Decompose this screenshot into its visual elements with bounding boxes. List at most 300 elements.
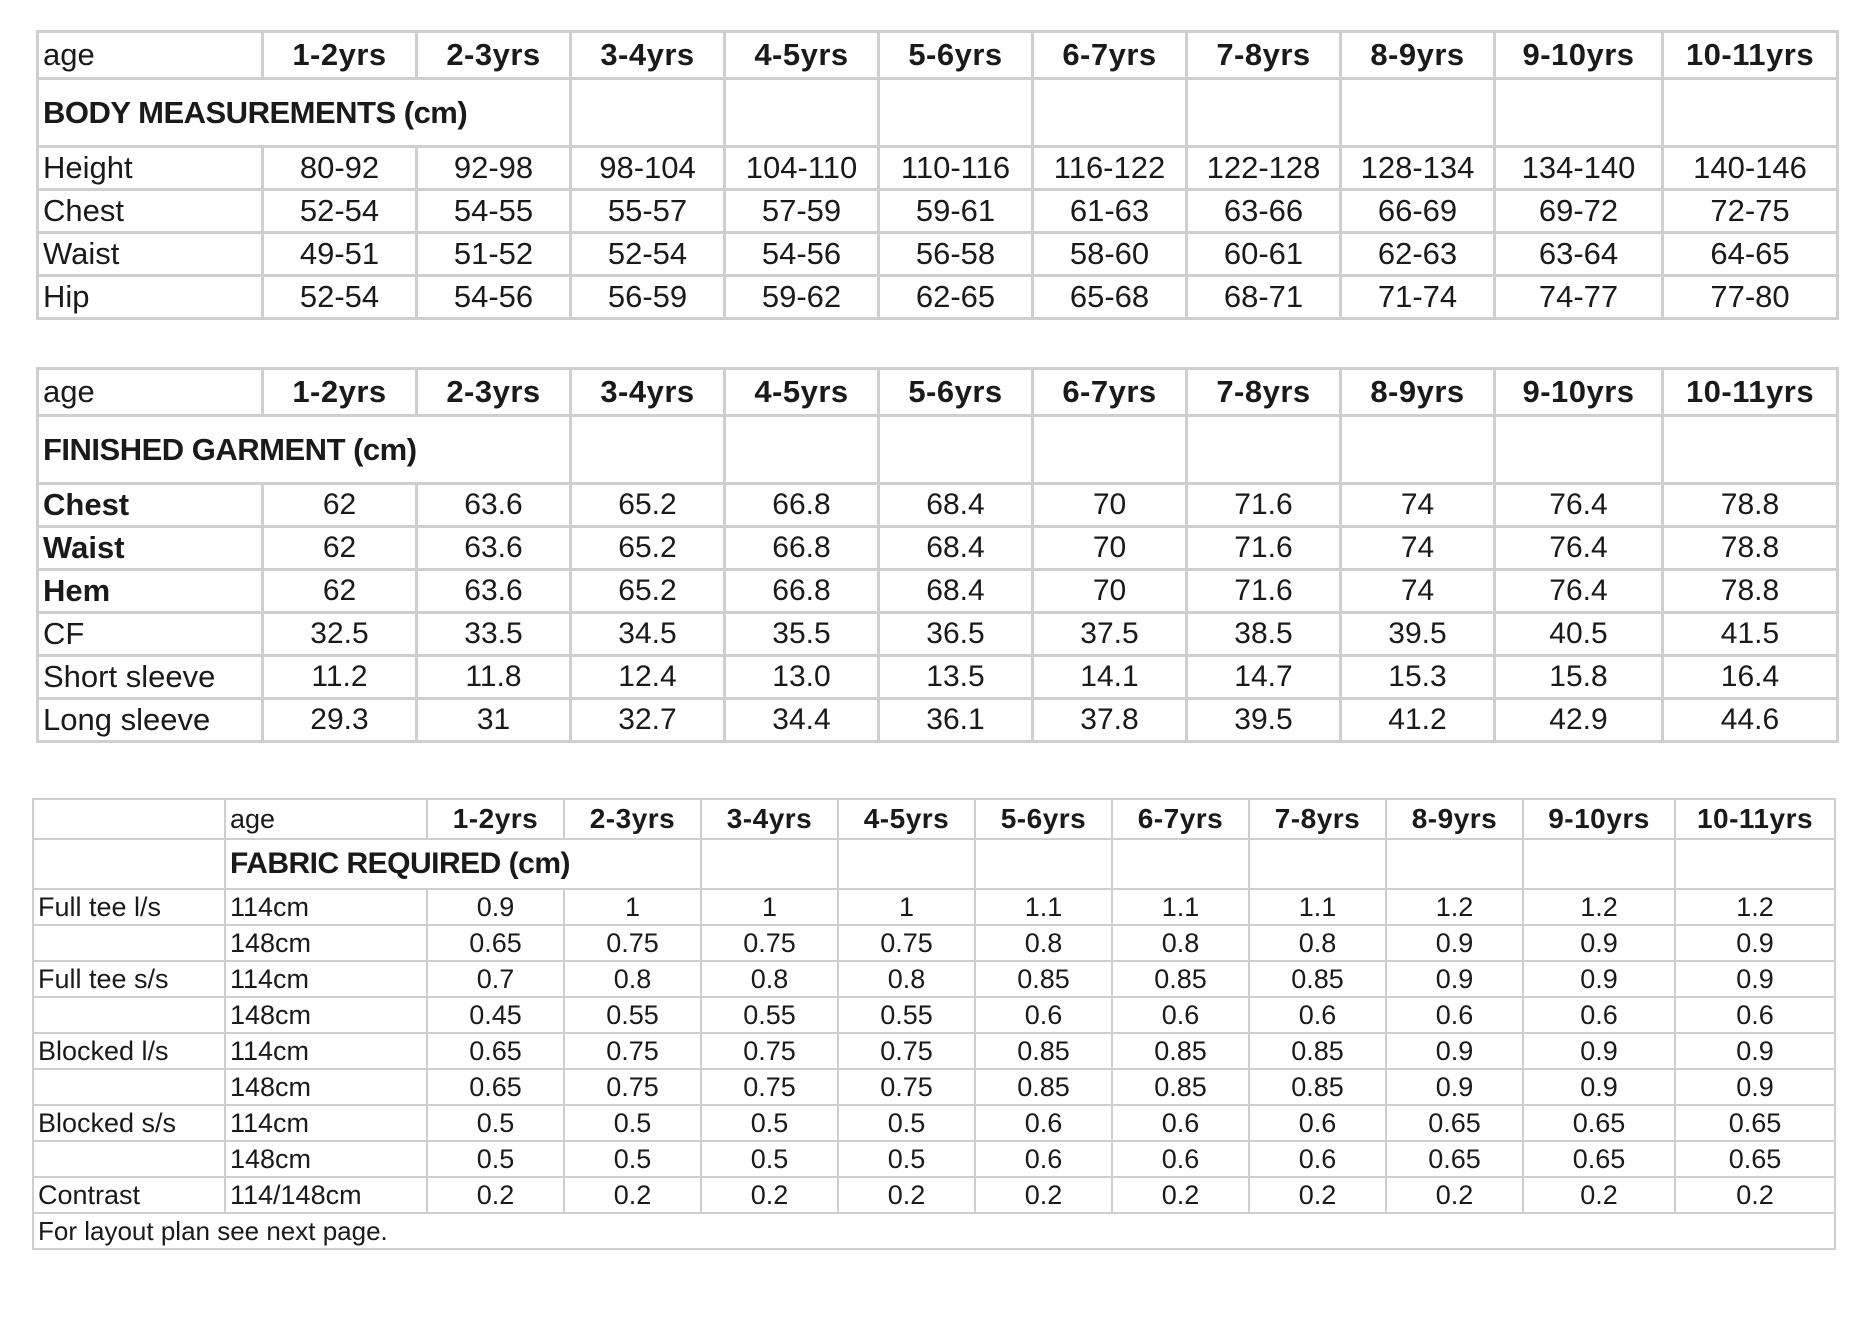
table-row bbox=[38, 656, 1838, 699]
table-cell: 70 bbox=[1033, 484, 1187, 527]
age-column-header: 7-8yrs bbox=[1187, 32, 1341, 79]
table-row bbox=[38, 190, 1838, 233]
table-cell: 0.9 bbox=[1523, 1069, 1675, 1105]
table-row bbox=[33, 1105, 1835, 1141]
age-label: age bbox=[225, 799, 427, 839]
table-cell: 0.65 bbox=[1523, 1105, 1675, 1141]
finished-garment-table bbox=[36, 367, 1839, 743]
table-cell: 0.2 bbox=[1386, 1177, 1523, 1213]
age-column-header: 2-3yrs bbox=[564, 799, 701, 839]
table-cell: 64-65 bbox=[1663, 233, 1838, 276]
row-label: Hem bbox=[38, 570, 263, 613]
table-cell: 34.5 bbox=[571, 613, 725, 656]
garment-label: Blocked s/s bbox=[33, 1105, 225, 1141]
age-header-row bbox=[38, 369, 1838, 416]
table-cell: 0.8 bbox=[1249, 925, 1386, 961]
table-cell: 0.75 bbox=[701, 1033, 838, 1069]
table-cell: 0.85 bbox=[1249, 1033, 1386, 1069]
table-cell: 0.65 bbox=[427, 1033, 564, 1069]
table-cell: 0.75 bbox=[564, 1033, 701, 1069]
table-cell: 0.9 bbox=[1523, 961, 1675, 997]
table-cell: 56-58 bbox=[879, 233, 1033, 276]
table-row bbox=[33, 1069, 1835, 1105]
table-cell: 0.65 bbox=[427, 925, 564, 961]
table-cell: 0.9 bbox=[1386, 1033, 1523, 1069]
table-cell: 0.6 bbox=[1112, 1141, 1249, 1177]
table-cell: 0.85 bbox=[1249, 961, 1386, 997]
table-cell: 74 bbox=[1341, 484, 1495, 527]
row-label: Long sleeve bbox=[38, 699, 263, 742]
table-row bbox=[38, 699, 1838, 742]
table-cell: 0.5 bbox=[838, 1141, 975, 1177]
row-label: Hip bbox=[38, 276, 263, 319]
table-cell: 32.5 bbox=[263, 613, 417, 656]
table-cell: 37.5 bbox=[1033, 613, 1187, 656]
table-cell: 128-134 bbox=[1341, 147, 1495, 190]
table-cell: 0.75 bbox=[564, 1069, 701, 1105]
table-row bbox=[33, 889, 1835, 925]
age-column-header: 7-8yrs bbox=[1187, 369, 1341, 416]
table-cell: 78.8 bbox=[1663, 484, 1838, 527]
row-label: Chest bbox=[38, 190, 263, 233]
table-cell: 0.6 bbox=[1249, 1105, 1386, 1141]
table-cell: 38.5 bbox=[1187, 613, 1341, 656]
table-cell: 71.6 bbox=[1187, 570, 1341, 613]
table-cell: 0.5 bbox=[701, 1105, 838, 1141]
age-column-header: 1-2yrs bbox=[427, 799, 564, 839]
table-cell: 12.4 bbox=[571, 656, 725, 699]
table-cell: 1.2 bbox=[1386, 889, 1523, 925]
garment-label: Blocked l/s bbox=[33, 1033, 225, 1069]
table-cell: 0.2 bbox=[1112, 1177, 1249, 1213]
age-column-header: 9-10yrs bbox=[1495, 369, 1663, 416]
table-cell: 0.2 bbox=[1523, 1177, 1675, 1213]
fabric-width: 114cm bbox=[225, 961, 427, 997]
table-row bbox=[33, 1177, 1835, 1213]
table-cell: 55-57 bbox=[571, 190, 725, 233]
table-cell: 0.85 bbox=[1112, 1033, 1249, 1069]
layout-note: For layout plan see next page. bbox=[33, 1213, 1835, 1249]
empty-cell bbox=[1386, 839, 1523, 889]
table-cell: 54-55 bbox=[417, 190, 571, 233]
age-column-header: 5-6yrs bbox=[879, 32, 1033, 79]
empty-cell bbox=[1341, 416, 1495, 484]
table-cell: 58-60 bbox=[1033, 233, 1187, 276]
table-cell: 72-75 bbox=[1663, 190, 1838, 233]
table-cell: 0.9 bbox=[1386, 1069, 1523, 1105]
age-column-header: 8-9yrs bbox=[1341, 369, 1495, 416]
empty-cell bbox=[879, 416, 1033, 484]
age-column-header: 4-5yrs bbox=[838, 799, 975, 839]
fabric-width: 114/148cm bbox=[225, 1177, 427, 1213]
age-column-header: 8-9yrs bbox=[1386, 799, 1523, 839]
table-cell: 1 bbox=[838, 889, 975, 925]
age-header-row bbox=[33, 799, 1835, 839]
empty-cell bbox=[701, 839, 838, 889]
empty-cell bbox=[33, 839, 225, 889]
fabric-width: 114cm bbox=[225, 1105, 427, 1141]
table-cell: 0.2 bbox=[564, 1177, 701, 1213]
age-column-header: 10-11yrs bbox=[1675, 799, 1835, 839]
table-cell: 0.65 bbox=[1675, 1105, 1835, 1141]
table-cell: 0.6 bbox=[1249, 997, 1386, 1033]
empty-cell bbox=[725, 416, 879, 484]
table-cell: 63-64 bbox=[1495, 233, 1663, 276]
table-cell: 1.2 bbox=[1523, 889, 1675, 925]
section-title-row bbox=[33, 839, 1835, 889]
table-cell: 0.75 bbox=[701, 925, 838, 961]
table-cell: 11.2 bbox=[263, 656, 417, 699]
table-cell: 71-74 bbox=[1341, 276, 1495, 319]
table-cell: 0.5 bbox=[701, 1141, 838, 1177]
section-title-row bbox=[38, 416, 1838, 484]
row-label: CF bbox=[38, 613, 263, 656]
table-cell: 76.4 bbox=[1495, 527, 1663, 570]
table-cell: 41.5 bbox=[1663, 613, 1838, 656]
table-cell: 54-56 bbox=[725, 233, 879, 276]
table-cell: 32.7 bbox=[571, 699, 725, 742]
table-cell: 0.6 bbox=[1675, 997, 1835, 1033]
table-cell: 0.85 bbox=[975, 1069, 1112, 1105]
fabric-width: 148cm bbox=[225, 1069, 427, 1105]
table-cell: 0.9 bbox=[1675, 925, 1835, 961]
age-header-row bbox=[38, 32, 1838, 79]
table-cell: 76.4 bbox=[1495, 570, 1663, 613]
table-cell: 0.55 bbox=[701, 997, 838, 1033]
table-cell: 68.4 bbox=[879, 527, 1033, 570]
table-cell: 0.45 bbox=[427, 997, 564, 1033]
table-cell: 1.1 bbox=[1112, 889, 1249, 925]
empty-cell bbox=[1663, 416, 1838, 484]
age-column-header: 10-11yrs bbox=[1663, 32, 1838, 79]
table-cell: 62 bbox=[263, 527, 417, 570]
table-cell: 56-59 bbox=[571, 276, 725, 319]
table-cell: 66.8 bbox=[725, 484, 879, 527]
age-column-header: 3-4yrs bbox=[571, 369, 725, 416]
age-column-header: 4-5yrs bbox=[725, 32, 879, 79]
table-cell: 39.5 bbox=[1341, 613, 1495, 656]
table-cell: 51-52 bbox=[417, 233, 571, 276]
table-cell: 52-54 bbox=[571, 233, 725, 276]
table-cell: 0.75 bbox=[838, 1033, 975, 1069]
empty-cell bbox=[571, 416, 725, 484]
age-column-header: 10-11yrs bbox=[1663, 369, 1838, 416]
table-cell: 63.6 bbox=[417, 484, 571, 527]
age-column-header: 9-10yrs bbox=[1495, 32, 1663, 79]
table-row bbox=[33, 1141, 1835, 1177]
table-cell: 60-61 bbox=[1187, 233, 1341, 276]
table-cell: 78.8 bbox=[1663, 570, 1838, 613]
table-cell: 0.5 bbox=[564, 1105, 701, 1141]
table-cell: 59-62 bbox=[725, 276, 879, 319]
table-cell: 0.55 bbox=[838, 997, 975, 1033]
table-cell: 0.9 bbox=[1675, 1069, 1835, 1105]
table-cell: 65.2 bbox=[571, 527, 725, 570]
table-cell: 13.5 bbox=[879, 656, 1033, 699]
table-cell: 14.7 bbox=[1187, 656, 1341, 699]
section-title: BODY MEASUREMENTS (cm) bbox=[38, 79, 571, 147]
table-cell: 0.6 bbox=[1249, 1141, 1386, 1177]
table-cell: 40.5 bbox=[1495, 613, 1663, 656]
fabric-width: 148cm bbox=[225, 997, 427, 1033]
table-cell: 0.65 bbox=[1386, 1105, 1523, 1141]
table-cell: 0.8 bbox=[975, 925, 1112, 961]
age-column-header: 7-8yrs bbox=[1249, 799, 1386, 839]
table-cell: 0.9 bbox=[1386, 925, 1523, 961]
empty-cell bbox=[1249, 839, 1386, 889]
row-label: Short sleeve bbox=[38, 656, 263, 699]
age-column-header: 8-9yrs bbox=[1341, 32, 1495, 79]
table-cell: 0.6 bbox=[975, 997, 1112, 1033]
table-cell: 63.6 bbox=[417, 570, 571, 613]
row-label: Waist bbox=[38, 233, 263, 276]
table-cell: 0.55 bbox=[564, 997, 701, 1033]
empty-cell bbox=[838, 839, 975, 889]
table-cell: 62 bbox=[263, 570, 417, 613]
table-cell: 31 bbox=[417, 699, 571, 742]
table-cell: 0.5 bbox=[838, 1105, 975, 1141]
table-cell: 0.75 bbox=[701, 1069, 838, 1105]
table-cell: 0.75 bbox=[564, 925, 701, 961]
table-cell: 0.2 bbox=[838, 1177, 975, 1213]
table-cell: 0.85 bbox=[1249, 1069, 1386, 1105]
table-cell: 110-116 bbox=[879, 147, 1033, 190]
table-row bbox=[38, 233, 1838, 276]
empty-cell bbox=[1663, 79, 1838, 147]
table-row bbox=[33, 997, 1835, 1033]
table-cell: 74 bbox=[1341, 527, 1495, 570]
body-measurements-table bbox=[36, 30, 1839, 320]
table-cell: 41.2 bbox=[1341, 699, 1495, 742]
table-row bbox=[38, 276, 1838, 319]
table-cell: 62-63 bbox=[1341, 233, 1495, 276]
table-cell: 71.6 bbox=[1187, 484, 1341, 527]
garment-label bbox=[33, 1069, 225, 1105]
age-column-header: 2-3yrs bbox=[417, 32, 571, 79]
empty-cell bbox=[1187, 79, 1341, 147]
table-cell: 70 bbox=[1033, 570, 1187, 613]
table-cell: 0.85 bbox=[1112, 961, 1249, 997]
table-cell: 0.85 bbox=[975, 1033, 1112, 1069]
table-cell: 61-63 bbox=[1033, 190, 1187, 233]
table-cell: 42.9 bbox=[1495, 699, 1663, 742]
table-cell: 15.3 bbox=[1341, 656, 1495, 699]
table-cell: 0.7 bbox=[427, 961, 564, 997]
table-cell: 0.2 bbox=[701, 1177, 838, 1213]
empty-cell bbox=[1523, 839, 1675, 889]
table-cell: 0.65 bbox=[427, 1069, 564, 1105]
empty-cell bbox=[1033, 416, 1187, 484]
table-cell: 0.2 bbox=[1249, 1177, 1386, 1213]
table-cell: 13.0 bbox=[725, 656, 879, 699]
table-cell: 0.2 bbox=[975, 1177, 1112, 1213]
table-cell: 57-59 bbox=[725, 190, 879, 233]
table-cell: 71.6 bbox=[1187, 527, 1341, 570]
table-cell: 54-56 bbox=[417, 276, 571, 319]
table-cell: 1 bbox=[701, 889, 838, 925]
table-cell: 70 bbox=[1033, 527, 1187, 570]
table-cell: 14.1 bbox=[1033, 656, 1187, 699]
table-cell: 0.85 bbox=[975, 961, 1112, 997]
table-cell: 0.9 bbox=[1523, 1033, 1675, 1069]
empty-cell bbox=[1495, 416, 1663, 484]
fabric-width: 114cm bbox=[225, 1033, 427, 1069]
table-cell: 98-104 bbox=[571, 147, 725, 190]
table-cell: 116-122 bbox=[1033, 147, 1187, 190]
empty-cell bbox=[879, 79, 1033, 147]
table-cell: 0.8 bbox=[564, 961, 701, 997]
table-cell: 0.6 bbox=[1112, 1105, 1249, 1141]
table-cell: 15.8 bbox=[1495, 656, 1663, 699]
garment-label bbox=[33, 925, 225, 961]
section-title-row bbox=[38, 79, 1838, 147]
garment-label bbox=[33, 997, 225, 1033]
empty-cell bbox=[725, 79, 879, 147]
empty-cell bbox=[1341, 79, 1495, 147]
table-cell: 65-68 bbox=[1033, 276, 1187, 319]
table-row bbox=[33, 961, 1835, 997]
table-cell: 0.6 bbox=[1386, 997, 1523, 1033]
fabric-required-table bbox=[32, 798, 1836, 1250]
age-column-header: 5-6yrs bbox=[975, 799, 1112, 839]
table-cell: 0.6 bbox=[1523, 997, 1675, 1033]
table-cell: 63.6 bbox=[417, 527, 571, 570]
table-cell: 34.4 bbox=[725, 699, 879, 742]
table-cell: 0.9 bbox=[427, 889, 564, 925]
age-label: age bbox=[38, 32, 263, 79]
table-cell: 0.9 bbox=[1675, 1033, 1835, 1069]
row-label: Chest bbox=[38, 484, 263, 527]
age-column-header: 6-7yrs bbox=[1033, 32, 1187, 79]
table-row bbox=[33, 1033, 1835, 1069]
fabric-width: 114cm bbox=[225, 889, 427, 925]
table-cell: 0.9 bbox=[1675, 961, 1835, 997]
table-cell: 65.2 bbox=[571, 484, 725, 527]
age-column-header: 4-5yrs bbox=[725, 369, 879, 416]
section-title: FABRIC REQUIRED (cm) bbox=[225, 839, 701, 889]
table-cell: 104-110 bbox=[725, 147, 879, 190]
age-column-header: 5-6yrs bbox=[879, 369, 1033, 416]
table-cell: 62 bbox=[263, 484, 417, 527]
table-cell: 65.2 bbox=[571, 570, 725, 613]
table-cell: 0.85 bbox=[1112, 1069, 1249, 1105]
note-row bbox=[33, 1213, 1835, 1249]
table-cell: 76.4 bbox=[1495, 484, 1663, 527]
age-column-header: 6-7yrs bbox=[1033, 369, 1187, 416]
garment-label: Full tee s/s bbox=[33, 961, 225, 997]
table-cell: 0.8 bbox=[1112, 925, 1249, 961]
table-cell: 35.5 bbox=[725, 613, 879, 656]
age-column-header: 1-2yrs bbox=[263, 32, 417, 79]
table-cell: 68.4 bbox=[879, 570, 1033, 613]
table-cell: 11.8 bbox=[417, 656, 571, 699]
table-cell: 49-51 bbox=[263, 233, 417, 276]
table-cell: 1.2 bbox=[1675, 889, 1835, 925]
table-cell: 0.6 bbox=[1112, 997, 1249, 1033]
table-cell: 0.2 bbox=[1675, 1177, 1835, 1213]
table-cell: 39.5 bbox=[1187, 699, 1341, 742]
table-cell: 16.4 bbox=[1663, 656, 1838, 699]
table-cell: 59-61 bbox=[879, 190, 1033, 233]
table-cell: 74-77 bbox=[1495, 276, 1663, 319]
table-cell: 63-66 bbox=[1187, 190, 1341, 233]
table-row bbox=[33, 925, 1835, 961]
garment-label bbox=[33, 1141, 225, 1177]
table-cell: 66.8 bbox=[725, 570, 879, 613]
table-cell: 68.4 bbox=[879, 484, 1033, 527]
table-cell: 1.1 bbox=[1249, 889, 1386, 925]
table-cell: 29.3 bbox=[263, 699, 417, 742]
table-row bbox=[38, 147, 1838, 190]
table-cell: 69-72 bbox=[1495, 190, 1663, 233]
empty-cell bbox=[33, 799, 225, 839]
table-cell: 1.1 bbox=[975, 889, 1112, 925]
age-column-header: 9-10yrs bbox=[1523, 799, 1675, 839]
row-label: Waist bbox=[38, 527, 263, 570]
table-cell: 80-92 bbox=[263, 147, 417, 190]
age-column-header: 3-4yrs bbox=[571, 32, 725, 79]
table-cell: 0.2 bbox=[427, 1177, 564, 1213]
table-cell: 68-71 bbox=[1187, 276, 1341, 319]
table-cell: 37.8 bbox=[1033, 699, 1187, 742]
table-cell: 36.1 bbox=[879, 699, 1033, 742]
table-cell: 0.9 bbox=[1523, 925, 1675, 961]
table-cell: 0.65 bbox=[1386, 1141, 1523, 1177]
table-cell: 0.65 bbox=[1675, 1141, 1835, 1177]
table-cell: 0.9 bbox=[1386, 961, 1523, 997]
table-cell: 0.75 bbox=[838, 1069, 975, 1105]
table-cell: 0.8 bbox=[838, 961, 975, 997]
table-cell: 62-65 bbox=[879, 276, 1033, 319]
table-row bbox=[38, 527, 1838, 570]
table-cell: 0.75 bbox=[838, 925, 975, 961]
table-cell: 0.8 bbox=[701, 961, 838, 997]
age-column-header: 2-3yrs bbox=[417, 369, 571, 416]
empty-cell bbox=[975, 839, 1112, 889]
table-cell: 0.5 bbox=[427, 1141, 564, 1177]
age-label: age bbox=[38, 369, 263, 416]
table-cell: 33.5 bbox=[417, 613, 571, 656]
table-cell: 66.8 bbox=[725, 527, 879, 570]
age-column-header: 6-7yrs bbox=[1112, 799, 1249, 839]
table-cell: 44.6 bbox=[1663, 699, 1838, 742]
table-cell: 78.8 bbox=[1663, 527, 1838, 570]
table-cell: 77-80 bbox=[1663, 276, 1838, 319]
table-cell: 66-69 bbox=[1341, 190, 1495, 233]
empty-cell bbox=[571, 79, 725, 147]
table-cell: 36.5 bbox=[879, 613, 1033, 656]
garment-label: Contrast bbox=[33, 1177, 225, 1213]
empty-cell bbox=[1112, 839, 1249, 889]
table-cell: 0.65 bbox=[1523, 1141, 1675, 1177]
table-cell: 0.6 bbox=[975, 1105, 1112, 1141]
table-cell: 122-128 bbox=[1187, 147, 1341, 190]
row-label: Height bbox=[38, 147, 263, 190]
table-cell: 92-98 bbox=[417, 147, 571, 190]
garment-label: Full tee l/s bbox=[33, 889, 225, 925]
age-column-header: 1-2yrs bbox=[263, 369, 417, 416]
table-cell: 1 bbox=[564, 889, 701, 925]
table-cell: 52-54 bbox=[263, 276, 417, 319]
table-row bbox=[38, 484, 1838, 527]
table-cell: 140-146 bbox=[1663, 147, 1838, 190]
table-row bbox=[38, 613, 1838, 656]
table-cell: 0.5 bbox=[564, 1141, 701, 1177]
age-column-header: 3-4yrs bbox=[701, 799, 838, 839]
table-cell: 52-54 bbox=[263, 190, 417, 233]
empty-cell bbox=[1033, 79, 1187, 147]
table-row bbox=[38, 570, 1838, 613]
